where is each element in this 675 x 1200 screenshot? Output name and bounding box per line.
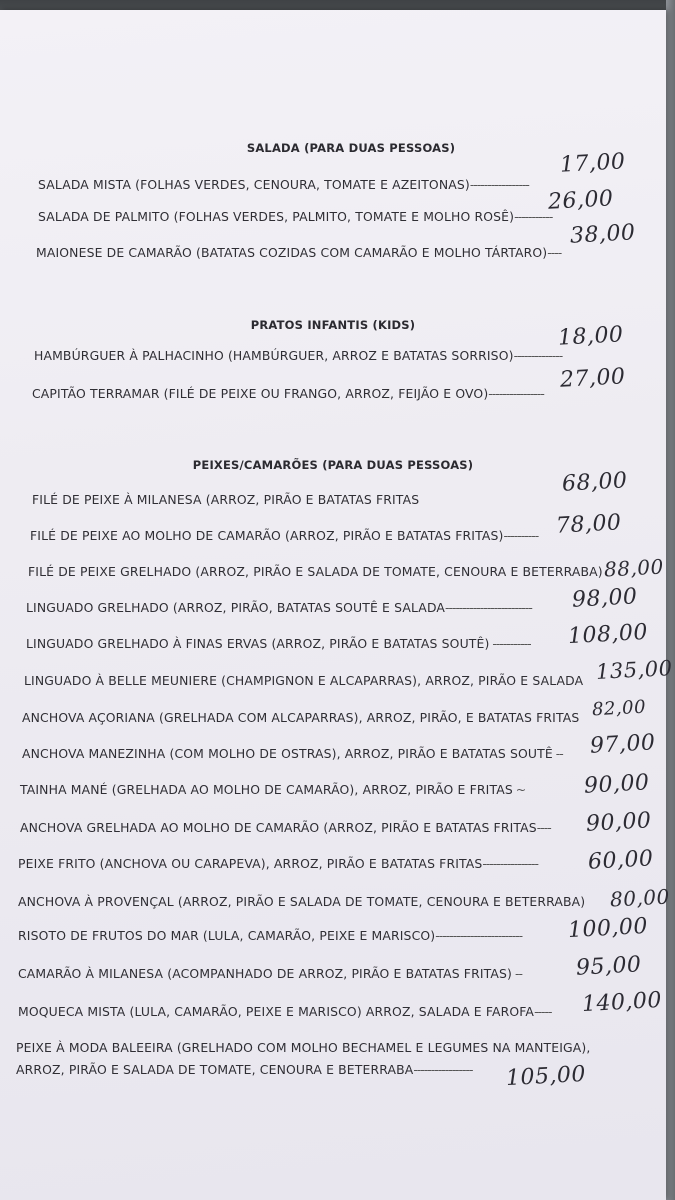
menu-item-name: ANCHOVA À PROVENÇAL (ARROZ, PIRÃO E SALADA DE TOMATE, CENOURA E BETERRABA) xyxy=(18,894,586,909)
menu-sheet xyxy=(0,10,674,1200)
menu-item xyxy=(18,966,522,981)
leader-dashes: ---- xyxy=(536,820,551,835)
menu-item xyxy=(26,636,531,651)
section-title-infantis: PRATOS INFANTIS (KIDS) xyxy=(250,318,416,332)
menu-item-price: 97,00 xyxy=(589,730,657,759)
menu-item-name-continued: ARROZ, PIRÃO E SALADA DE TOMATE, CENOURA E BETERRABA xyxy=(16,1062,414,1077)
menu-item-price: 105,00 xyxy=(505,1061,587,1092)
menu-item-name: FILÉ DE PEIXE AO MOLHO DE CAMARÃO (ARROZ, PIRÃO E BATATAS FRITAS) xyxy=(30,528,504,543)
menu-item xyxy=(22,710,579,725)
menu-item-price: 60,00 xyxy=(587,846,655,875)
menu-item-name: MOQUECA MISTA (LULA, CAMARÃO, PEIXE E MARISCO) ARROZ, SALADA E FAROFA xyxy=(18,1004,535,1019)
menu-item xyxy=(18,894,585,909)
menu-item-name: LINGUADO GRELHADO (ARROZ, PIRÃO, BATATAS SOUTÊ E SALADA xyxy=(26,600,446,615)
menu-item-price: 88,00 xyxy=(603,554,665,582)
menu-item xyxy=(34,348,562,363)
leader-dashes: ---------------- xyxy=(488,386,544,401)
menu-item-price: 90,00 xyxy=(585,808,653,837)
menu-item-name: ANCHOVA GRELHADA AO MOLHO DE CAMARÃO (ARROZ, PIRÃO E BATATAS FRITAS xyxy=(20,820,537,835)
menu-item xyxy=(36,245,561,260)
menu-item-name: PEIXE À MODA BALEEIRA (GRELHADO COM MOLHO BECHAMEL E LEGUMES NA MANTEIGA), xyxy=(16,1040,591,1055)
menu-item-price: 135,00 xyxy=(595,656,674,684)
menu-item-name: LINGUADO À BELLE MEUNIERE (CHAMPIGNON E ALCAPARRAS), ARROZ, PIRÃO E SALADA xyxy=(24,673,584,688)
menu-item xyxy=(38,209,552,224)
menu-item-name: FILÉ DE PEIXE À MILANESA (ARROZ, PIRÃO E BATATAS FRITAS xyxy=(32,492,420,507)
menu-item xyxy=(20,820,551,835)
menu-item xyxy=(30,528,538,543)
menu-item-name: TAINHA MANÉ (GRELHADA AO MOLHO DE CAMARÃO), ARROZ, PIRÃO E FRITAS xyxy=(20,782,513,797)
leader-dashes: ----------- xyxy=(514,209,553,224)
menu-item xyxy=(18,856,538,871)
leader-dashes: ----------------- xyxy=(469,177,529,192)
leader-dashes: ----------------- xyxy=(413,1062,473,1077)
menu-item xyxy=(16,1040,590,1055)
menu-item-price: 80,00 xyxy=(609,884,671,912)
menu-item xyxy=(18,1004,551,1019)
menu-item-price: 26,00 xyxy=(547,186,615,215)
leader-dashes: ------------------------- xyxy=(445,600,532,615)
menu-item-name: SALADA DE PALMITO (FOLHAS VERDES, PALMITO, TOMATE E MOLHO ROSÊ) xyxy=(38,209,515,224)
menu-item-name: MAIONESE DE CAMARÃO (BATATAS COZIDAS COM CAMARÃO E MOLHO TÁRTARO) xyxy=(36,245,548,260)
leader-dashes: -------------- xyxy=(513,348,563,363)
menu-item-price: 27,00 xyxy=(559,364,627,393)
menu-item-name: LINGUADO GRELHADO À FINAS ERVAS (ARROZ, PIRÃO E BATATAS SOUTÊ) xyxy=(26,636,490,651)
menu-item-name: HAMBÚRGUER À PALHACINHO (HAMBÚRGUER, ARROZ E BATATAS SORRISO) xyxy=(34,348,514,363)
leader-dashes: ----------- xyxy=(489,636,531,651)
leader-dashes: -- xyxy=(552,746,563,761)
menu-item-name: FILÉ DE PEIXE GRELHADO (ARROZ, PIRÃO E SALADA DE TOMATE, CENOURA E BETERRABA) xyxy=(28,564,603,579)
menu-item xyxy=(32,386,544,401)
menu-item-price: 100,00 xyxy=(567,913,649,944)
menu-item-price: 68,00 xyxy=(561,468,629,497)
menu-item-price: 108,00 xyxy=(567,619,649,650)
menu-item xyxy=(22,746,563,761)
menu-item-line2 xyxy=(16,1062,472,1077)
menu-item xyxy=(26,600,532,615)
menu-item-price: 82,00 xyxy=(591,696,647,721)
leader-dashes: ---- xyxy=(547,245,562,260)
menu-item-price: 90,00 xyxy=(583,770,651,799)
leader-dashes: ---------------- xyxy=(482,856,538,871)
menu-item-name: ANCHOVA AÇORIANA (GRELHADA COM ALCAPARRAS), ARROZ, PIRÃO, E BATATAS FRITAS xyxy=(22,710,580,725)
leader-dashes: -- xyxy=(512,966,522,981)
menu-item xyxy=(38,177,529,192)
menu-item-name: RISOTO DE FRUTOS DO MAR (LULA, CAMARÃO, PEIXE E MARISCO) xyxy=(18,928,436,943)
leader-dashes: ---------- xyxy=(503,528,539,543)
menu-item-price: 95,00 xyxy=(575,952,643,981)
menu-item-name: CAPITÃO TERRAMAR (FILÉ DE PEIXE OU FRANGO, ARROZ, FEIJÃO E OVO) xyxy=(32,386,489,401)
menu-item-price: 17,00 xyxy=(559,149,627,178)
leader-dashes: ----- xyxy=(534,1004,552,1019)
menu-item-price: 18,00 xyxy=(557,322,625,351)
menu-item-name: PEIXE FRITO (ANCHOVA OU CARAPEVA), ARROZ, PIRÃO E BATATAS FRITAS xyxy=(18,856,483,871)
leader-dashes: ~ xyxy=(512,782,526,797)
menu-item xyxy=(28,564,603,579)
menu-item xyxy=(24,673,583,688)
menu-item-price: 78,00 xyxy=(555,510,623,539)
menu-item-name: CAMARÃO À MILANESA (ACOMPANHADO DE ARROZ, PIRÃO E BATATAS FRITAS) xyxy=(18,966,513,981)
menu-item xyxy=(18,928,522,943)
menu-item-price: 98,00 xyxy=(571,584,639,613)
background-edge-right xyxy=(666,0,675,1200)
section-title-salada: SALADA (PARA DUAS PESSOAS) xyxy=(246,141,456,155)
menu-item xyxy=(20,782,525,797)
menu-item-price: 38,00 xyxy=(569,220,637,249)
menu-item xyxy=(32,492,419,507)
menu-item-name: SALADA MISTA (FOLHAS VERDES, CENOURA, TOMATE E AZEITONAS) xyxy=(38,177,470,192)
menu-item-price: 140,00 xyxy=(581,987,663,1018)
leader-dashes: ------------------------- xyxy=(435,928,523,943)
menu-item-name: ANCHOVA MANEZINHA (COM MOLHO DE OSTRAS), ARROZ, PIRÃO E BATATAS SOUTÊ xyxy=(22,746,553,761)
section-title-peixes: PEIXES/CAMARÕES (PARA DUAS PESSOAS) xyxy=(192,458,474,472)
